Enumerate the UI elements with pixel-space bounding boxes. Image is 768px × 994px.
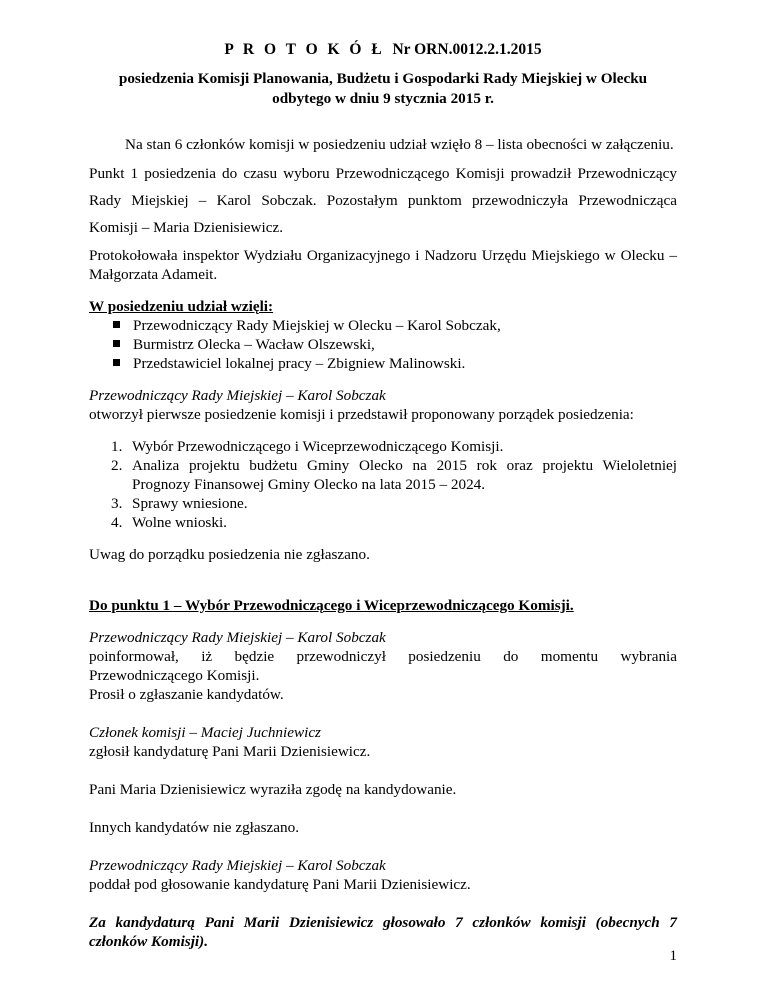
point1-text-1 — [89, 647, 677, 704]
protocol-number: Nr ORN.0012.2.1.2015 — [392, 41, 542, 58]
subtitle-line-2: odbytego w dniu 9 stycznia 2015 r. — [272, 90, 494, 107]
agenda-item-text: Wybór Przewodniczącego i Wiceprzewodniczącego Komisji. — [132, 438, 504, 455]
agenda-item-number: 1. — [111, 438, 123, 455]
agenda-item-text: Analiza projektu budżetu Gminy Olecko na 2015 rok oraz projektu Wieloletniej Prognozy Finansowej Gminy Olecko na lata 2015 – 2024. — [132, 457, 677, 493]
agenda-item — [111, 494, 677, 513]
participant-item: Przewodniczący Rady Miejskiej w Olecku – Karol Sobczak, — [111, 316, 677, 335]
point1-heading: Do punktu 1 – Wybór Przewodniczącego i Wiceprzewodniczącego Komisji. — [89, 597, 574, 614]
chair-paragraph — [89, 160, 677, 241]
protocol-subtitle — [89, 69, 677, 109]
point1-speaker-2: Członek komisji – Maciej Juchniewicz — [89, 724, 321, 741]
consent-paragraph: Pani Maria Dzienisiewicz wyraziła zgodę na kandydowanie. — [89, 781, 457, 798]
page-number: 1 — [669, 948, 677, 964]
title-spaced-word: P R O T O K Ó Ł — [224, 41, 385, 58]
chair-line-2: Rady Miejskiej – Karol Sobczak. Pozostałym punktom przewodniczyła Przewodnicząca — [89, 192, 677, 209]
participant-item: Przedstawiciel lokalnej pracy – Zbigniew Malinowski. — [111, 354, 677, 373]
protocol-title — [89, 40, 677, 59]
point1-speaker-3: Przewodniczący Rady Miejskiej – Karol Sobczak — [89, 857, 386, 874]
no-other-candidates: Innych kandydatów nie zgłaszano. — [89, 819, 300, 836]
vote-result: Za kandydaturą Pani Marii Dzienisiewicz głosowało 7 członków komisji (obecnych 7 członków Komisji). — [89, 914, 677, 950]
participants-list — [89, 316, 677, 373]
point1-text-1-line-1: poinformował, iż będzie przewodniczył posiedzeniu do momentu wybrania — [89, 648, 677, 665]
agenda-item-text: Wolne wnioski. — [132, 514, 227, 531]
attendance-paragraph: Na stan 6 członków komisji w posiedzeniu udział wzięło 8 – lista obecności w załączeniu. — [125, 136, 674, 153]
agenda-item — [111, 513, 677, 532]
agenda-item-number: 2. — [111, 457, 123, 474]
agenda-item — [111, 456, 677, 494]
agenda-intro: otworzył pierwsze posiedzenie komisji i przedstawił proponowany porządek posiedzenia: — [89, 406, 634, 423]
agenda-list — [89, 437, 677, 532]
participants-heading: W posiedzeniu udział wzięli: — [89, 298, 274, 315]
agenda-item-number: 4. — [111, 514, 123, 531]
agenda-item — [111, 437, 677, 456]
point1-text-1-line-3: Prosił o zgłaszanie kandydatów. — [89, 686, 284, 703]
subtitle-line-1: posiedzenia Komisji Planowania, Budżetu i Gospodarki Rady Miejskiej w Olecku — [118, 70, 648, 87]
agenda-remarks: Uwag do porządku posiedzenia nie zgłaszano. — [89, 546, 370, 563]
agenda-item-number: 3. — [111, 495, 123, 512]
chair-line-3: Komisji – Maria Dzienisiewicz. — [89, 219, 284, 236]
agenda-item-text: Sprawy wniesione. — [132, 495, 248, 512]
point1-text-1-line-2: Przewodniczącego Komisji. — [89, 667, 260, 684]
point1-speaker-1: Przewodniczący Rady Miejskiej – Karol Sobczak — [89, 629, 386, 646]
minutes-paragraph: Protokołowała inspektor Wydziału Organizacyjnego i Nadzoru Urzędu Miejskiego w Olecku – Małgorzata Adameit. — [89, 247, 677, 283]
point1-text-3: poddał pod głosowanie kandydaturę Pani Marii Dzienisiewicz. — [89, 876, 471, 893]
agenda-speaker: Przewodniczący Rady Miejskiej – Karol Sobczak — [89, 387, 386, 404]
document-page — [89, 40, 677, 951]
chair-line-1: Punkt 1 posiedzenia do czasu wyboru Przewodniczącego Komisji prowadził Przewodniczący — [89, 165, 677, 182]
participant-item: Burmistrz Olecka – Wacław Olszewski, — [111, 335, 677, 354]
point1-text-2: zgłosił kandydaturę Pani Marii Dzienisiewicz. — [89, 743, 371, 760]
